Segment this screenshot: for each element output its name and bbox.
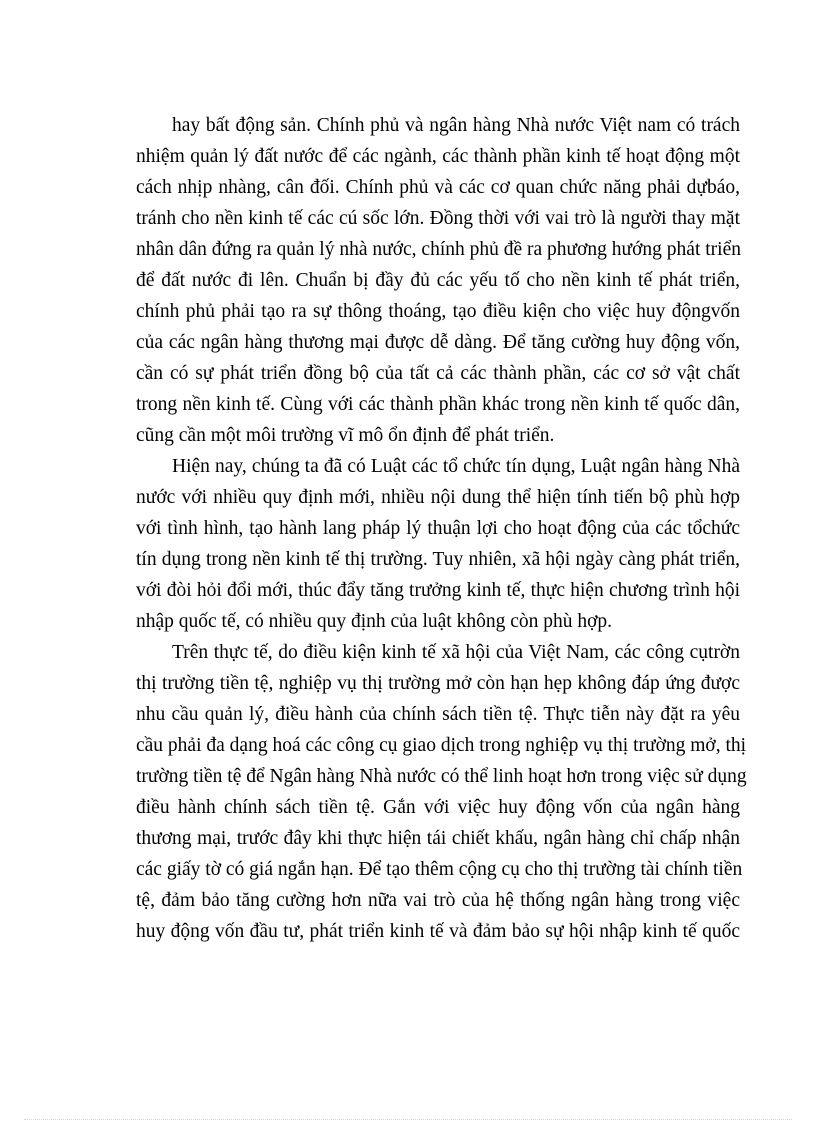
body-text-line: cũng cần một môi trường vĩ mô ổn định để phát triển. bbox=[136, 425, 555, 446]
body-text-line: trong nền kinh tế. Cùng với các thành phần khác trong nền kinh tế quốc dân, bbox=[136, 394, 740, 415]
body-text-line: Trên thực tế, do điều kiện kinh tế xã hội của Việt Nam, các công cụtrờn bbox=[172, 642, 740, 663]
page-bottom-divider bbox=[24, 1119, 792, 1120]
body-text-line: hay bất động sản. Chính phủ và ngân hàng Nhà nước Việt nam có trách bbox=[172, 115, 740, 136]
body-text-line: của các ngân hàng thương mại được dễ dàng. Để tăng cường huy động vốn, bbox=[136, 332, 740, 353]
body-text-line: tránh cho nền kinh tế các cú sốc lớn. Đồng thời với vai trò là người thay mặt bbox=[136, 208, 740, 229]
body-text-line: huy động vốn đầu tư, phát triển kinh tế và đảm bảo sự hội nhập kinh tế quốc bbox=[136, 921, 740, 942]
body-text-line: tệ, đảm bảo tăng cường hơn nữa vai trò của hệ thống ngân hàng trong việc bbox=[136, 890, 740, 911]
body-text-line: cầu phải đa dạng hoá các công cụ giao dịch trong nghiệp vụ thị trường mở, thị bbox=[136, 735, 747, 756]
body-text-line: Hiện nay, chúng ta đã có Luật các tổ chức tín dụng, Luật ngân hàng Nhà bbox=[172, 456, 740, 477]
body-text-line: thị trường tiền tệ, nghiệp vụ thị trường mở còn hạn hẹp không đáp ứng được bbox=[136, 673, 740, 694]
body-text-line: nhiệm quản lý đất nước để các ngành, các thành phần kinh tế hoạt động một bbox=[136, 146, 740, 167]
body-text-line: để đất nước đi lên. Chuẩn bị đầy đủ các yếu tố cho nền kinh tế phát triển, bbox=[136, 270, 740, 291]
body-text-line: cách nhịp nhàng, cân đối. Chính phủ và các cơ quan chức năng phải dựbáo, bbox=[136, 177, 740, 198]
body-text-line: nước với nhiều quy định mới, nhiều nội dung thể hiện tính tiến bộ phù hợp bbox=[136, 487, 740, 508]
body-text-line: thương mại, trước đây khi thực hiện tái chiết khấu, ngân hàng chỉ chấp nhận bbox=[136, 828, 740, 849]
body-text-line: điều hành chính sách tiền tệ. Gắn với việc huy động vốn của ngân hàng bbox=[136, 797, 740, 818]
body-text-line: các giấy tờ có giá ngắn hạn. Để tạo thêm cộng cụ cho thị trường tài chính tiền bbox=[136, 859, 743, 880]
body-text-line: tín dụng trong nền kinh tế thị trường. Tuy nhiên, xã hội ngày càng phát triển, bbox=[136, 549, 740, 570]
body-text-line: trường tiền tệ để Ngân hàng Nhà nước có thể linh hoạt hơn trong việc sử dụng bbox=[136, 766, 747, 787]
body-text-line: với tình hình, tạo hành lang pháp lý thuận lợi cho hoạt động của các tổchức bbox=[136, 518, 740, 539]
body-text-line: nhân dân đứng ra quản lý nhà nước, chính phủ đề ra phương hướng phát triển bbox=[136, 239, 741, 260]
body-text-line: nhập quốc tế, có nhiều quy định của luật không còn phù hợp. bbox=[136, 611, 613, 632]
body-text-line: nhu cầu quản lý, điều hành của chính sách tiền tệ. Thực tiễn này đặt ra yêu bbox=[136, 704, 740, 725]
body-text-line: cần có sự phát triển đồng bộ của tất cả các thành phần, các cơ sở vật chất bbox=[136, 363, 740, 384]
body-text-line: chính phủ phải tạo ra sự thông thoáng, tạo điều kiện cho việc huy độngvốn bbox=[136, 301, 740, 322]
body-text-line: với đòi hỏi đổi mới, thúc đẩy tăng trưởng kinh tế, thực hiện chương trình hội bbox=[136, 580, 740, 601]
